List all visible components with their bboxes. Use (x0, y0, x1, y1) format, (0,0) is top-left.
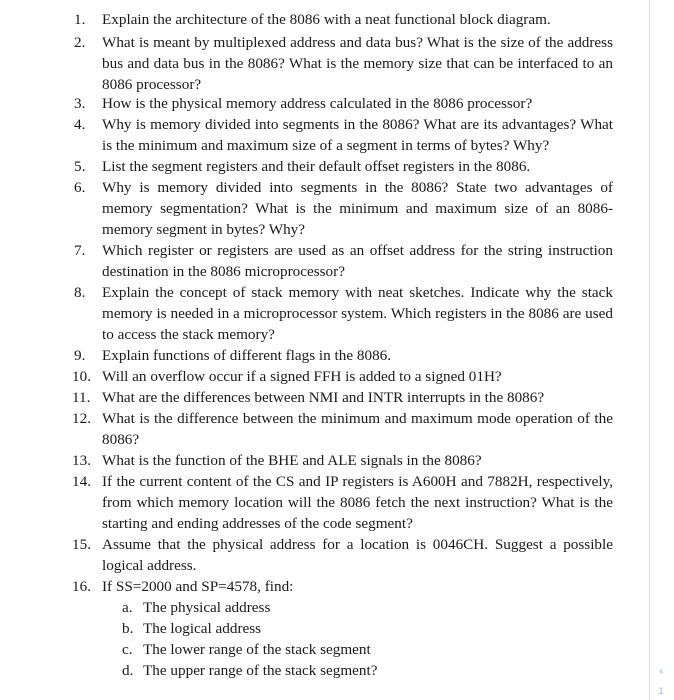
subitem-text: The logical address (143, 620, 262, 637)
subitem-text: The upper range of the stack segment? (143, 662, 378, 679)
question-1 (0, 9, 650, 30)
subitem-letter: b. (122, 620, 134, 637)
question-15 (0, 534, 650, 576)
question-number: 6. (74, 179, 86, 196)
question-9 (0, 345, 650, 366)
question-16 (0, 576, 650, 597)
question-number: 7. (74, 242, 86, 259)
question-text: What is the difference between the minimum and maximum mode operation of the 8086? (102, 410, 613, 448)
question-10 (0, 366, 650, 387)
question-text: Will an overflow occur if a signed FFH is added to a signed 01H? (102, 368, 502, 385)
subitem-letter: c. (122, 641, 133, 658)
question-text: Why is memory divided into segments in the 8086? State two advantages of memory segmentation? What is the minimum and maximum size of an 8086-memory segment in bytes? Why? (102, 179, 613, 238)
question-number: 14. (72, 473, 91, 490)
question-text: Explain functions of different flags in the 8086. (102, 347, 392, 364)
question-14 (0, 471, 650, 534)
question-text: Explain the architecture of the 8086 with a neat functional block diagram. (102, 11, 551, 28)
question-number: 11. (72, 389, 91, 406)
question-number: 3. (74, 95, 86, 112)
question-number: 2. (74, 34, 86, 51)
question-number: 16. (72, 578, 91, 595)
question-number: 4. (74, 116, 86, 133)
page-scrollbar[interactable] (649, 0, 674, 700)
question-text: What is the function of the BHE and ALE signals in the 8086? (102, 452, 482, 469)
question-text: List the segment registers and their default offset registers in the 8086. (102, 158, 531, 175)
question-text: What is meant by multiplexed address and data bus? What is the size of the address bus and data bus in the 8086? What is the memory size that can be interfaced to an 8086 processor? (102, 34, 613, 93)
question-number: 5. (74, 158, 86, 175)
question-text: Explain the concept of stack memory with neat sketches. Indicate why the stack memory is needed in a microprocessor system. Which registers in the 8086 are used to access the stack memory? (102, 284, 613, 343)
question-5 (0, 156, 650, 177)
question-text: If SS=2000 and SP=4578, find: (102, 578, 294, 595)
subitem-letter: d. (122, 662, 134, 679)
question-number: 15. (72, 536, 91, 553)
question-text: Assume that the physical address for a location is 0046CH. Suggest a possible logical address. (102, 536, 613, 574)
question-number: 12. (72, 410, 91, 427)
question-text: How is the physical memory address calculated in the 8086 processor? (102, 95, 533, 112)
scroll-up-arrow-icon[interactable]: ‹ (658, 664, 664, 678)
question-number: 1. (74, 11, 86, 28)
question-number: 10. (72, 368, 91, 385)
question-8 (0, 282, 650, 345)
question-3 (0, 93, 650, 114)
subitem-letter: a. (122, 599, 133, 616)
question-text: What are the differences between NMI and INTR interrupts in the 8086? (102, 389, 545, 406)
question-number: 8. (74, 284, 86, 301)
subitem-text: The lower range of the stack segment (143, 641, 371, 658)
question-4 (0, 114, 650, 156)
subitem-text: The physical address (143, 599, 271, 616)
question-text: If the current content of the CS and IP registers is A600H and 7882H, respectively, from which memory location will the 8086 fetch the next instruction? What is the starting and ending addresses of the code segment? (102, 473, 613, 532)
question-12 (0, 408, 650, 450)
question-2 (0, 32, 650, 95)
question-6 (0, 177, 650, 240)
question-11 (0, 387, 650, 408)
question-text: Which register or registers are used as an offset address for the string instruction destination in the 8086 microprocessor? (102, 242, 613, 280)
question-number: 13. (72, 452, 91, 469)
question-text: Why is memory divided into segments in the 8086? What are its advantages? What is the minimum and maximum size of a segment in terms of bytes? Why? (102, 116, 613, 154)
question-7 (0, 240, 650, 282)
page-number-indicator: 1 (658, 687, 664, 697)
question-13 (0, 450, 650, 471)
question-number: 9. (74, 347, 86, 364)
